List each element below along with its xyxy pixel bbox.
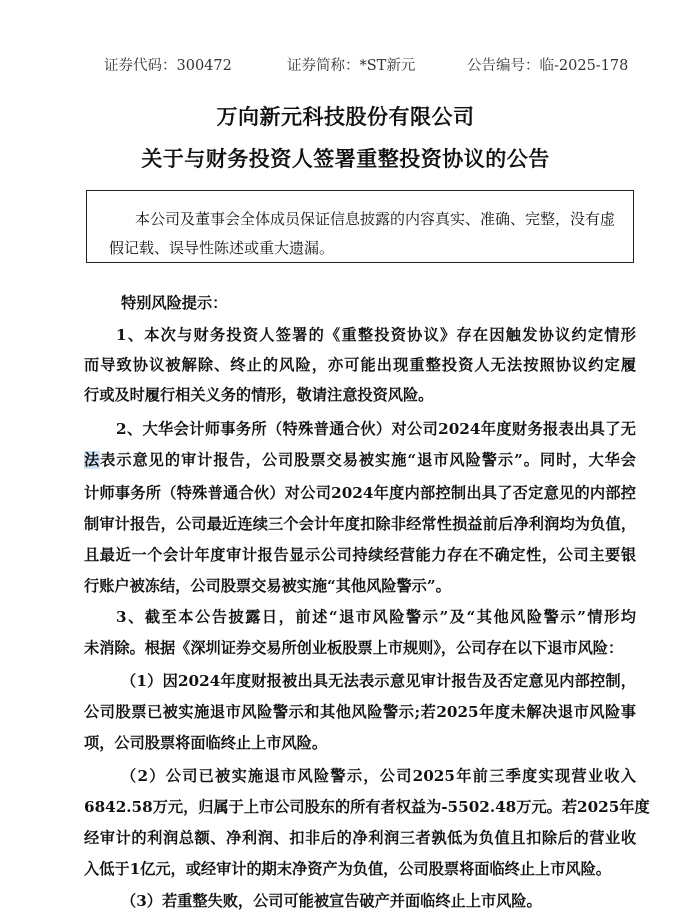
risk-2-line: 且最近一个会计年度审计报告显示公司持续经营能力存在不确定性，公司主要银 xyxy=(84,546,636,564)
text-selection-highlight[interactable]: 法 xyxy=(84,451,101,469)
risk-2-line xyxy=(84,449,636,470)
risk-1-line: 行或及时履行相关义务的情形，敬请注意投资风险。 xyxy=(84,386,434,404)
stock-code: 证券代码：300472 xyxy=(104,58,232,74)
risk-3-1-line: 项，公司股票将面临终止上市风险。 xyxy=(84,734,327,752)
risk-3-2-line: 6842.58万元，归属于上市公司股东的所有者权益为-5502.48万元。若2025年度 xyxy=(84,798,650,816)
risk-3-1-line: （1）因2024年度财报被出具无法表示意见审计报告及否定意见内部控制， xyxy=(121,672,636,690)
risk-heading: 特别风险提示： xyxy=(121,294,228,312)
stock-abbreviation: 证券简称：*ST新元 xyxy=(287,58,416,74)
risk-1-line: 1、本次与财务投资人签署的《重整投资协议》存在因触发协议约定情形 xyxy=(116,326,636,344)
risk-2-line: 制审计报告，公司最近连续三个会计年度扣除非经常性损益前后净利润均为负值， xyxy=(84,515,636,533)
risk-2-line-text: 表示意见的审计报告，公司股票交易被实施“退市风险警示”。同时，大华会 xyxy=(100,451,636,469)
risk-2-line: 行账户被冻结，公司股票交易被实施“其他风险警示”。 xyxy=(84,577,451,595)
risk-3-line: 3、截至本公告披露日，前述“退市风险警示”及“其他风险警示”情形均 xyxy=(116,608,636,626)
risk-3-1-line: 公司股票已被实施退市风险警示和其他风险警示;若2025年度未解决退市风险事 xyxy=(84,703,636,721)
page-title: 关于与财务投资人签署重整投资协议的公告 xyxy=(141,146,550,171)
risk-1-line: 而导致协议被解除、终止的风险，亦可能出现重整投资人无法按照协议约定履 xyxy=(84,356,636,374)
risk-2-line: 2、大华会计师事务所（特殊普通合伙）对公司2024年度财务报表出具了无 xyxy=(116,420,636,438)
header-line xyxy=(0,54,691,74)
risk-3-2-line: 经审计的利润总额、净利润、扣非后的净利润三者孰低为负值且扣除后的营业收 xyxy=(84,829,636,847)
risk-3-2-line: 入低于1亿元，或经审计的期末净资产为负值，公司股票将面临终止上市风险。 xyxy=(84,860,611,878)
risk-2-line: 计师事务所（特殊普通合伙）对公司2024年度内部控制出具了否定意见的内部控 xyxy=(84,484,636,502)
risk-3-line: 未消除。根据《深圳证券交易所创业板股票上市规则》，公司存在以下退市风险： xyxy=(84,639,624,657)
risk-3-2-line: （2）公司已被实施退市风险警示，公司2025年前三季度实现营业收入 xyxy=(121,767,636,785)
risk-3-3-line: （3）若重整失败，公司可能被宣告破产并面临终止上市风险。 xyxy=(121,892,542,910)
company-name: 万向新元科技股份有限公司 xyxy=(216,104,475,129)
announcement-number: 公告编号：临-2025-178 xyxy=(467,58,629,74)
assurance-statement: 本公司及董事会全体成员保证信息披露的内容真实、准确、完整，没有虚假记载、误导性陈述或重大遗漏。 xyxy=(86,190,634,263)
